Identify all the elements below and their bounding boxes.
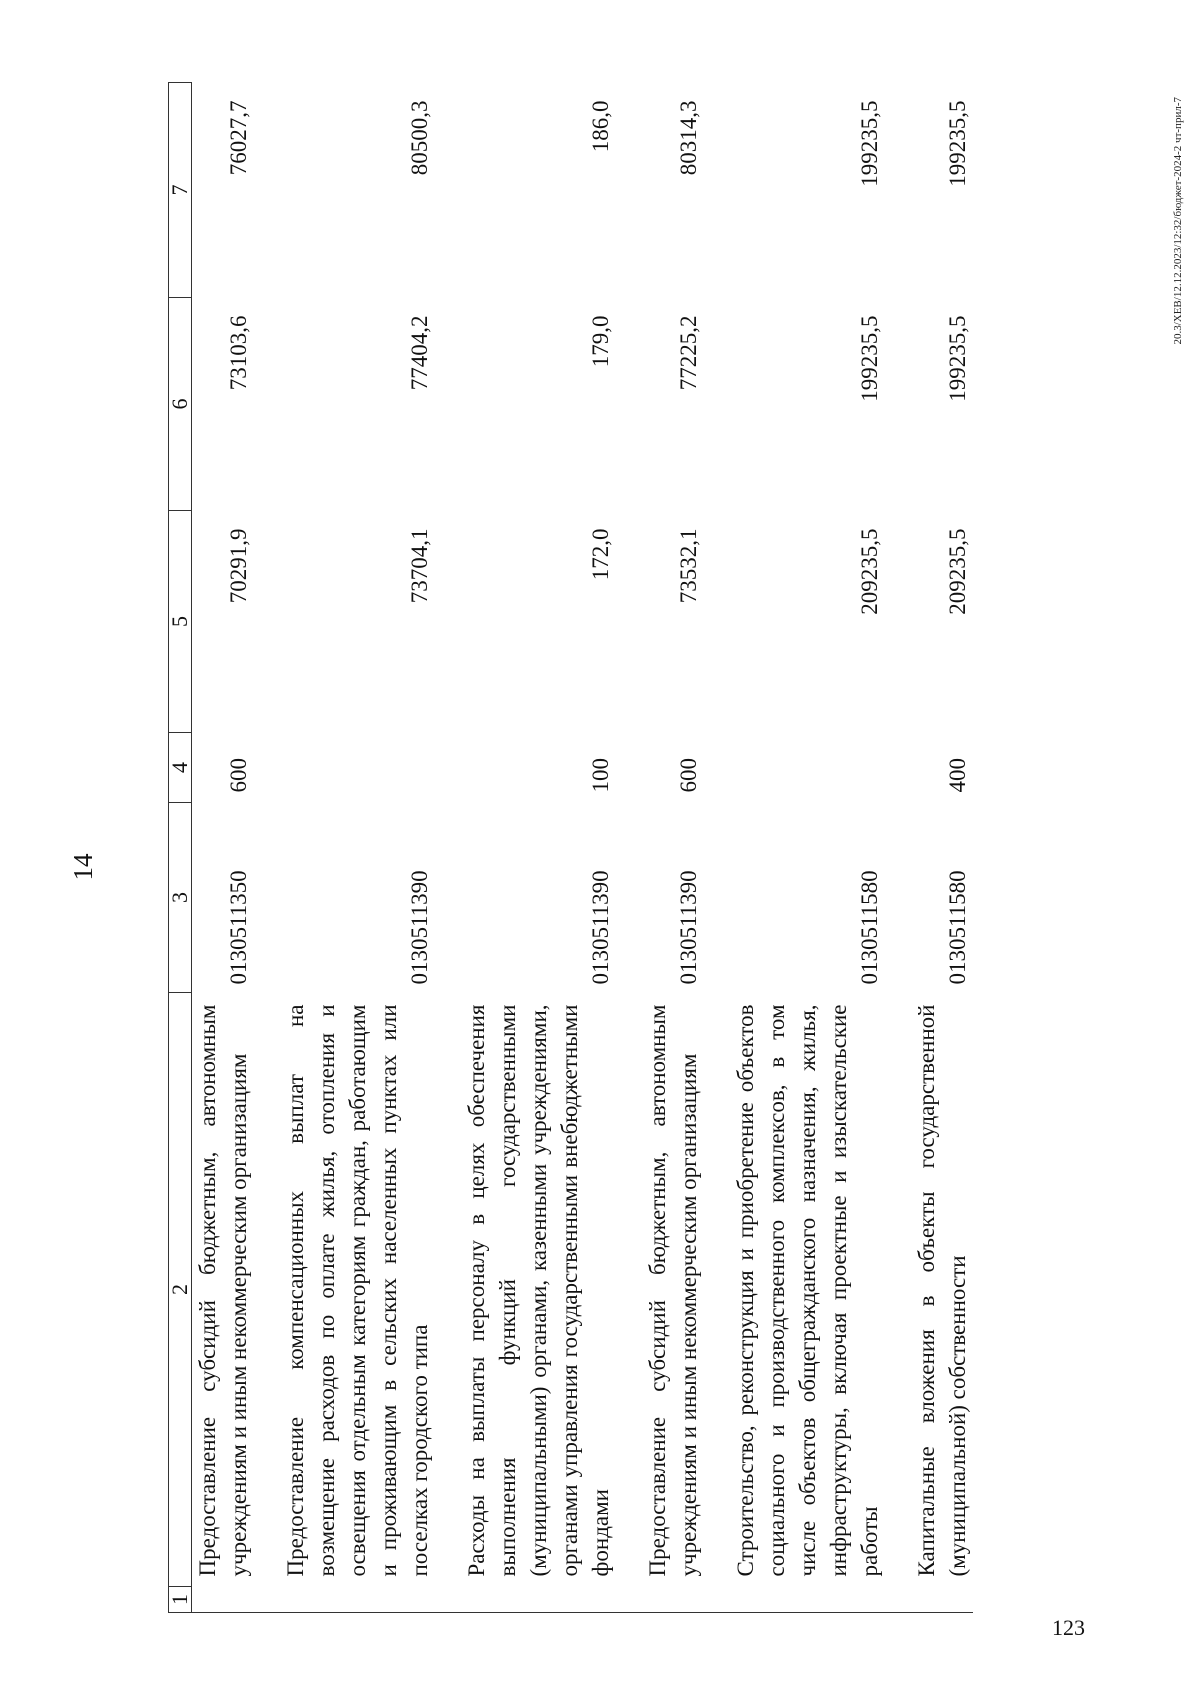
cell-description: Предоставление субсидий бюджетным, автономным учреждениям и иным некоммерческим организациям [195, 1004, 251, 1577]
cell-type [280, 733, 435, 803]
table-row [280, 83, 435, 1613]
cell-v5: 73704,1 [407, 528, 432, 604]
row-spacer [254, 83, 280, 1613]
cell-v5: 209235,5 [857, 528, 882, 615]
cell-v6: 73103,6 [226, 315, 251, 391]
budget-table [168, 82, 973, 1613]
cell-description: Предоставление субсидий бюджетным, автономным учреждениям и иным некоммерческим организациям [645, 1004, 701, 1577]
header-col-7: 7 [169, 83, 192, 298]
cell-v5: 172,0 [588, 528, 613, 581]
table-row [192, 83, 255, 1613]
table-row [911, 83, 973, 1613]
cell-v7: 186,0 [588, 100, 613, 153]
table-header [169, 83, 192, 1613]
cell-v7: 80500,3 [407, 100, 432, 176]
cell-code: 0130511580 [945, 870, 970, 985]
header-col-3: 3 [169, 803, 192, 993]
cell-code: 0130511390 [588, 870, 613, 985]
cell-description: Капитальные вложения в объекты государственной (муниципальной) собственности [914, 1004, 970, 1577]
cell-type [730, 733, 885, 803]
table-row [461, 83, 616, 1613]
cell-v6: 179,0 [588, 315, 613, 368]
header-col-4: 4 [169, 733, 192, 803]
cell-description: Предоставление компенсационных выплат на возмещение расходов по оплате жилья, отопления и освещения отдельным категориям граждан, работающим и проживающим в сельских населенных пунктах или поселках городского типа [283, 1004, 432, 1577]
cell-v5: 70291,9 [226, 528, 251, 604]
header-col-6: 6 [169, 298, 192, 511]
cell-col1 [192, 1587, 255, 1613]
corner-page-number: 123 [1052, 1615, 1085, 1640]
row-spacer [704, 83, 730, 1613]
cell-v7: 80314,3 [676, 100, 701, 176]
cell-type: 600 [226, 758, 251, 793]
cell-col1 [911, 1587, 973, 1613]
cell-v7: 199235,5 [857, 100, 882, 187]
table-row [642, 83, 704, 1613]
page-number: 14 [68, 853, 98, 881]
cell-v7: 199235,5 [945, 100, 970, 187]
cell-col1 [461, 1587, 616, 1613]
cell-type: 400 [945, 758, 970, 793]
cell-col1 [730, 1587, 885, 1613]
header-col-1: 1 [169, 1587, 192, 1613]
cell-v5: 209235,5 [945, 528, 970, 615]
cell-code: 0130511350 [226, 870, 251, 985]
cell-type: 100 [588, 758, 613, 793]
cell-v5: 73532,1 [676, 528, 701, 604]
cell-description: Строительство, реконструкция и приобретение объектов социального и производственного комплексов, в том числе объектов общегражданского назначения, жилья, инфраструктуры, включая проектные и изыскательские работы [733, 1004, 882, 1577]
row-spacer [616, 83, 642, 1613]
cell-v7: 76027,7 [226, 100, 251, 176]
footer-document-code: 20.3/XEB/12.12.2023/12:32/бюджет-2024-2 чт-прил-7 [1172, 97, 1184, 345]
cell-col1 [280, 1587, 435, 1613]
row-spacer [435, 83, 461, 1613]
cell-v6: 199235,5 [945, 315, 970, 402]
cell-description: Расходы на выплаты персоналу в целях обеспечения выполнения функций государственными (муниципальными) органами, казенными учреждениями, органами управления государственными внебюджетными фондами [464, 1004, 613, 1577]
header-col-5: 5 [169, 511, 192, 733]
table-row [730, 83, 885, 1613]
cell-v6: 77404,2 [407, 315, 432, 391]
cell-col1 [642, 1587, 704, 1613]
cell-v6: 199235,5 [857, 315, 882, 402]
cell-code: 0130511390 [676, 870, 701, 985]
row-spacer [885, 83, 911, 1613]
cell-code: 0130511580 [857, 870, 882, 985]
cell-code: 0130511390 [407, 870, 432, 985]
header-col-2: 2 [169, 993, 192, 1587]
cell-v6: 77225,2 [676, 315, 701, 391]
cell-type: 600 [676, 758, 701, 793]
